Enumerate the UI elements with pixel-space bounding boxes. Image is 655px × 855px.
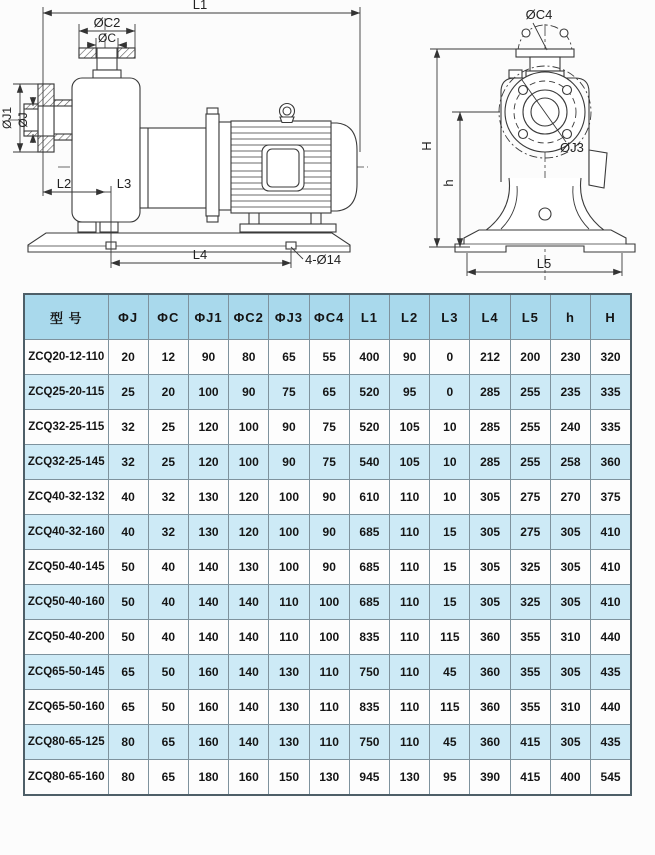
- value-cell: 140: [188, 550, 228, 585]
- value-cell: 10: [430, 480, 470, 515]
- value-cell: 140: [188, 620, 228, 655]
- value-cell: 305: [470, 550, 510, 585]
- value-cell: 110: [309, 690, 349, 725]
- value-cell: 305: [470, 585, 510, 620]
- value-cell: 390: [470, 760, 510, 796]
- value-cell: 360: [470, 690, 510, 725]
- column-header: ΦC4: [309, 294, 349, 340]
- value-cell: 45: [430, 725, 470, 760]
- dim-label-holes: 4-Ø14: [305, 252, 342, 267]
- value-cell: 320: [591, 340, 631, 375]
- value-cell: 40: [108, 480, 148, 515]
- value-cell: 32: [148, 480, 188, 515]
- value-cell: 110: [390, 515, 430, 550]
- value-cell: 75: [309, 445, 349, 480]
- value-cell: 520: [349, 375, 389, 410]
- dim-label-c4: ØC4: [525, 7, 553, 22]
- dim-label-c: ØC: [98, 31, 116, 45]
- value-cell: 10: [430, 410, 470, 445]
- model-cell: ZCQ65-50-160: [24, 690, 108, 725]
- value-cell: 90: [309, 480, 349, 515]
- value-cell: 355: [510, 655, 550, 690]
- pump-dimension-drawing: [0, 0, 655, 290]
- value-cell: 40: [148, 550, 188, 585]
- value-cell: 160: [188, 725, 228, 760]
- value-cell: 90: [188, 340, 228, 375]
- value-cell: 240: [550, 410, 590, 445]
- value-cell: 255: [510, 375, 550, 410]
- value-cell: 160: [188, 690, 228, 725]
- coupling-bracket: [140, 108, 231, 222]
- value-cell: 110: [309, 725, 349, 760]
- value-cell: 25: [148, 410, 188, 445]
- dim-label-H: H: [419, 141, 434, 151]
- table-header: [24, 294, 631, 340]
- suction-flange: [24, 84, 72, 152]
- value-cell: 750: [349, 655, 389, 690]
- dim-label-l1: L1: [192, 0, 208, 12]
- value-cell: 305: [470, 480, 510, 515]
- value-cell: 50: [108, 585, 148, 620]
- value-cell: 80: [229, 340, 269, 375]
- value-cell: 255: [510, 445, 550, 480]
- model-cell: ZCQ32-25-145: [24, 445, 108, 480]
- value-cell: 305: [550, 550, 590, 585]
- value-cell: 255: [510, 410, 550, 445]
- value-cell: 140: [229, 690, 269, 725]
- dim-label-l4: L4: [192, 247, 208, 262]
- value-cell: 355: [510, 690, 550, 725]
- dim-label-l2: L2: [56, 176, 72, 191]
- value-cell: 310: [550, 620, 590, 655]
- model-cell: ZCQ32-25-115: [24, 410, 108, 445]
- value-cell: 40: [148, 585, 188, 620]
- table-row: [24, 550, 631, 585]
- value-cell: 685: [349, 550, 389, 585]
- dim-label-j3: ØJ3: [560, 140, 584, 155]
- value-cell: 130: [390, 760, 430, 796]
- value-cell: 945: [349, 760, 389, 796]
- value-cell: 50: [108, 620, 148, 655]
- value-cell: 65: [108, 690, 148, 725]
- model-cell: ZCQ80-65-125: [24, 725, 108, 760]
- value-cell: 110: [390, 480, 430, 515]
- value-cell: 110: [390, 585, 430, 620]
- value-cell: 285: [470, 445, 510, 480]
- value-cell: 0: [430, 375, 470, 410]
- value-cell: 410: [591, 585, 631, 620]
- value-cell: 100: [309, 585, 349, 620]
- value-cell: 305: [550, 515, 590, 550]
- value-cell: 115: [430, 620, 470, 655]
- value-cell: 685: [349, 585, 389, 620]
- table-row: [24, 585, 631, 620]
- value-cell: 685: [349, 515, 389, 550]
- value-cell: 110: [390, 690, 430, 725]
- value-cell: 90: [309, 515, 349, 550]
- column-header: ΦJ1: [188, 294, 228, 340]
- value-cell: 40: [148, 620, 188, 655]
- value-cell: 120: [188, 445, 228, 480]
- motor: [231, 104, 357, 233]
- value-cell: 275: [510, 515, 550, 550]
- value-cell: 355: [510, 620, 550, 655]
- value-cell: 110: [390, 550, 430, 585]
- value-cell: 110: [390, 655, 430, 690]
- dim-label-c2: ØC2: [93, 15, 121, 30]
- value-cell: 100: [188, 375, 228, 410]
- value-cell: 305: [470, 515, 510, 550]
- value-cell: 15: [430, 585, 470, 620]
- value-cell: 270: [550, 480, 590, 515]
- value-cell: 400: [550, 760, 590, 796]
- value-cell: 65: [309, 375, 349, 410]
- pump-drawing-svg: [0, 0, 655, 290]
- side-view: [0, 0, 368, 268]
- eye-bolt-icon: [280, 104, 295, 123]
- value-cell: 105: [390, 445, 430, 480]
- table-row: [24, 725, 631, 760]
- value-cell: 258: [550, 445, 590, 480]
- column-header: h: [550, 294, 590, 340]
- value-cell: 140: [229, 655, 269, 690]
- value-cell: 415: [510, 760, 550, 796]
- value-cell: 0: [430, 340, 470, 375]
- column-header: L4: [470, 294, 510, 340]
- value-cell: 305: [550, 655, 590, 690]
- value-cell: 150: [269, 760, 309, 796]
- dim-label-h: h: [441, 179, 456, 187]
- value-cell: 80: [108, 725, 148, 760]
- value-cell: 25: [148, 445, 188, 480]
- value-cell: 160: [229, 760, 269, 796]
- value-cell: 95: [430, 760, 470, 796]
- value-cell: 50: [108, 550, 148, 585]
- value-cell: 360: [470, 620, 510, 655]
- value-cell: 80: [108, 760, 148, 796]
- column-header: L2: [390, 294, 430, 340]
- value-cell: 90: [390, 340, 430, 375]
- value-cell: 65: [269, 340, 309, 375]
- value-cell: 65: [148, 725, 188, 760]
- value-cell: 440: [591, 620, 631, 655]
- value-cell: 130: [188, 515, 228, 550]
- value-cell: 305: [550, 725, 590, 760]
- value-cell: 32: [108, 410, 148, 445]
- value-cell: 130: [229, 550, 269, 585]
- column-header: ΦC2: [229, 294, 269, 340]
- value-cell: 750: [349, 725, 389, 760]
- model-cell: ZCQ50-40-200: [24, 620, 108, 655]
- value-cell: 130: [269, 725, 309, 760]
- value-cell: 540: [349, 445, 389, 480]
- table-row: [24, 410, 631, 445]
- value-cell: 410: [591, 515, 631, 550]
- value-cell: 610: [349, 480, 389, 515]
- value-cell: 12: [148, 340, 188, 375]
- value-cell: 100: [269, 515, 309, 550]
- value-cell: 115: [430, 690, 470, 725]
- value-cell: 435: [591, 725, 631, 760]
- value-cell: 130: [269, 690, 309, 725]
- value-cell: 140: [229, 620, 269, 655]
- value-cell: 75: [269, 375, 309, 410]
- table-body: [24, 340, 631, 796]
- value-cell: 180: [188, 760, 228, 796]
- value-cell: 50: [148, 690, 188, 725]
- table-row: [24, 620, 631, 655]
- value-cell: 212: [470, 340, 510, 375]
- value-cell: 835: [349, 690, 389, 725]
- model-cell: ZCQ40-32-132: [24, 480, 108, 515]
- value-cell: 32: [108, 445, 148, 480]
- value-cell: 360: [591, 445, 631, 480]
- value-cell: 325: [510, 585, 550, 620]
- value-cell: 835: [349, 620, 389, 655]
- table-row: [24, 480, 631, 515]
- value-cell: 285: [470, 410, 510, 445]
- value-cell: 305: [550, 585, 590, 620]
- column-header: H: [591, 294, 631, 340]
- dim-label-j1: ØJ1: [0, 106, 14, 130]
- base-plate: [28, 233, 350, 252]
- value-cell: 360: [470, 725, 510, 760]
- value-cell: 100: [269, 480, 309, 515]
- table-row: [24, 340, 631, 375]
- value-cell: 45: [430, 655, 470, 690]
- value-cell: 120: [229, 515, 269, 550]
- value-cell: 275: [510, 480, 550, 515]
- model-cell: ZCQ50-40-160: [24, 585, 108, 620]
- value-cell: 20: [148, 375, 188, 410]
- value-cell: 200: [510, 340, 550, 375]
- value-cell: 55: [309, 340, 349, 375]
- value-cell: 235: [550, 375, 590, 410]
- value-cell: 110: [390, 725, 430, 760]
- value-cell: 545: [591, 760, 631, 796]
- value-cell: 410: [591, 550, 631, 585]
- value-cell: 10: [430, 445, 470, 480]
- value-cell: 160: [188, 655, 228, 690]
- value-cell: 65: [108, 655, 148, 690]
- value-cell: 335: [591, 410, 631, 445]
- value-cell: 20: [108, 340, 148, 375]
- value-cell: 285: [470, 375, 510, 410]
- table-row: [24, 375, 631, 410]
- value-cell: 15: [430, 515, 470, 550]
- value-cell: 375: [591, 480, 631, 515]
- value-cell: 435: [591, 655, 631, 690]
- value-cell: 25: [108, 375, 148, 410]
- value-cell: 310: [550, 690, 590, 725]
- discharge-flange: [79, 48, 135, 78]
- value-cell: 75: [309, 410, 349, 445]
- value-cell: 50: [148, 655, 188, 690]
- front-view: [419, 7, 635, 280]
- value-cell: 130: [188, 480, 228, 515]
- value-cell: 400: [349, 340, 389, 375]
- value-cell: 120: [188, 410, 228, 445]
- value-cell: 100: [269, 550, 309, 585]
- value-cell: 90: [229, 375, 269, 410]
- value-cell: 230: [550, 340, 590, 375]
- value-cell: 90: [269, 445, 309, 480]
- value-cell: 100: [309, 620, 349, 655]
- column-header: 型 号: [24, 294, 108, 340]
- dim-label-j: ØJ: [16, 112, 30, 128]
- value-cell: 40: [108, 515, 148, 550]
- table-row: [24, 445, 631, 480]
- table-row: [24, 655, 631, 690]
- column-header: L3: [430, 294, 470, 340]
- model-cell: ZCQ20-12-110: [24, 340, 108, 375]
- value-cell: 360: [470, 655, 510, 690]
- model-cell: ZCQ40-32-160: [24, 515, 108, 550]
- value-cell: 120: [229, 480, 269, 515]
- dim-label-l3: L3: [116, 176, 132, 191]
- value-cell: 100: [229, 410, 269, 445]
- value-cell: 110: [269, 585, 309, 620]
- value-cell: 130: [269, 655, 309, 690]
- value-cell: 140: [188, 585, 228, 620]
- column-header: ΦJ3: [269, 294, 309, 340]
- value-cell: 95: [390, 375, 430, 410]
- value-cell: 130: [309, 760, 349, 796]
- front-base: [455, 230, 635, 252]
- value-cell: 140: [229, 585, 269, 620]
- value-cell: 15: [430, 550, 470, 585]
- model-cell: ZCQ65-50-145: [24, 655, 108, 690]
- value-cell: 415: [510, 725, 550, 760]
- dimension-table: [23, 293, 632, 796]
- model-cell: ZCQ25-20-115: [24, 375, 108, 410]
- column-header: L5: [510, 294, 550, 340]
- value-cell: 90: [269, 410, 309, 445]
- value-cell: 110: [269, 620, 309, 655]
- value-cell: 520: [349, 410, 389, 445]
- value-cell: 110: [309, 655, 349, 690]
- value-cell: 325: [510, 550, 550, 585]
- model-cell: ZCQ80-65-160: [24, 760, 108, 796]
- value-cell: 65: [148, 760, 188, 796]
- table-row: [24, 760, 631, 796]
- pump-body: [72, 78, 140, 232]
- header-row: [24, 294, 631, 340]
- value-cell: 140: [229, 725, 269, 760]
- column-header: L1: [349, 294, 389, 340]
- column-header: ΦC: [148, 294, 188, 340]
- dim-label-l5: L5: [536, 256, 552, 271]
- table-row: [24, 690, 631, 725]
- value-cell: 440: [591, 690, 631, 725]
- value-cell: 90: [309, 550, 349, 585]
- table-row: [24, 515, 631, 550]
- value-cell: 335: [591, 375, 631, 410]
- column-header: ΦJ: [108, 294, 148, 340]
- model-cell: ZCQ50-40-145: [24, 550, 108, 585]
- value-cell: 105: [390, 410, 430, 445]
- value-cell: 32: [148, 515, 188, 550]
- value-cell: 110: [390, 620, 430, 655]
- value-cell: 100: [229, 445, 269, 480]
